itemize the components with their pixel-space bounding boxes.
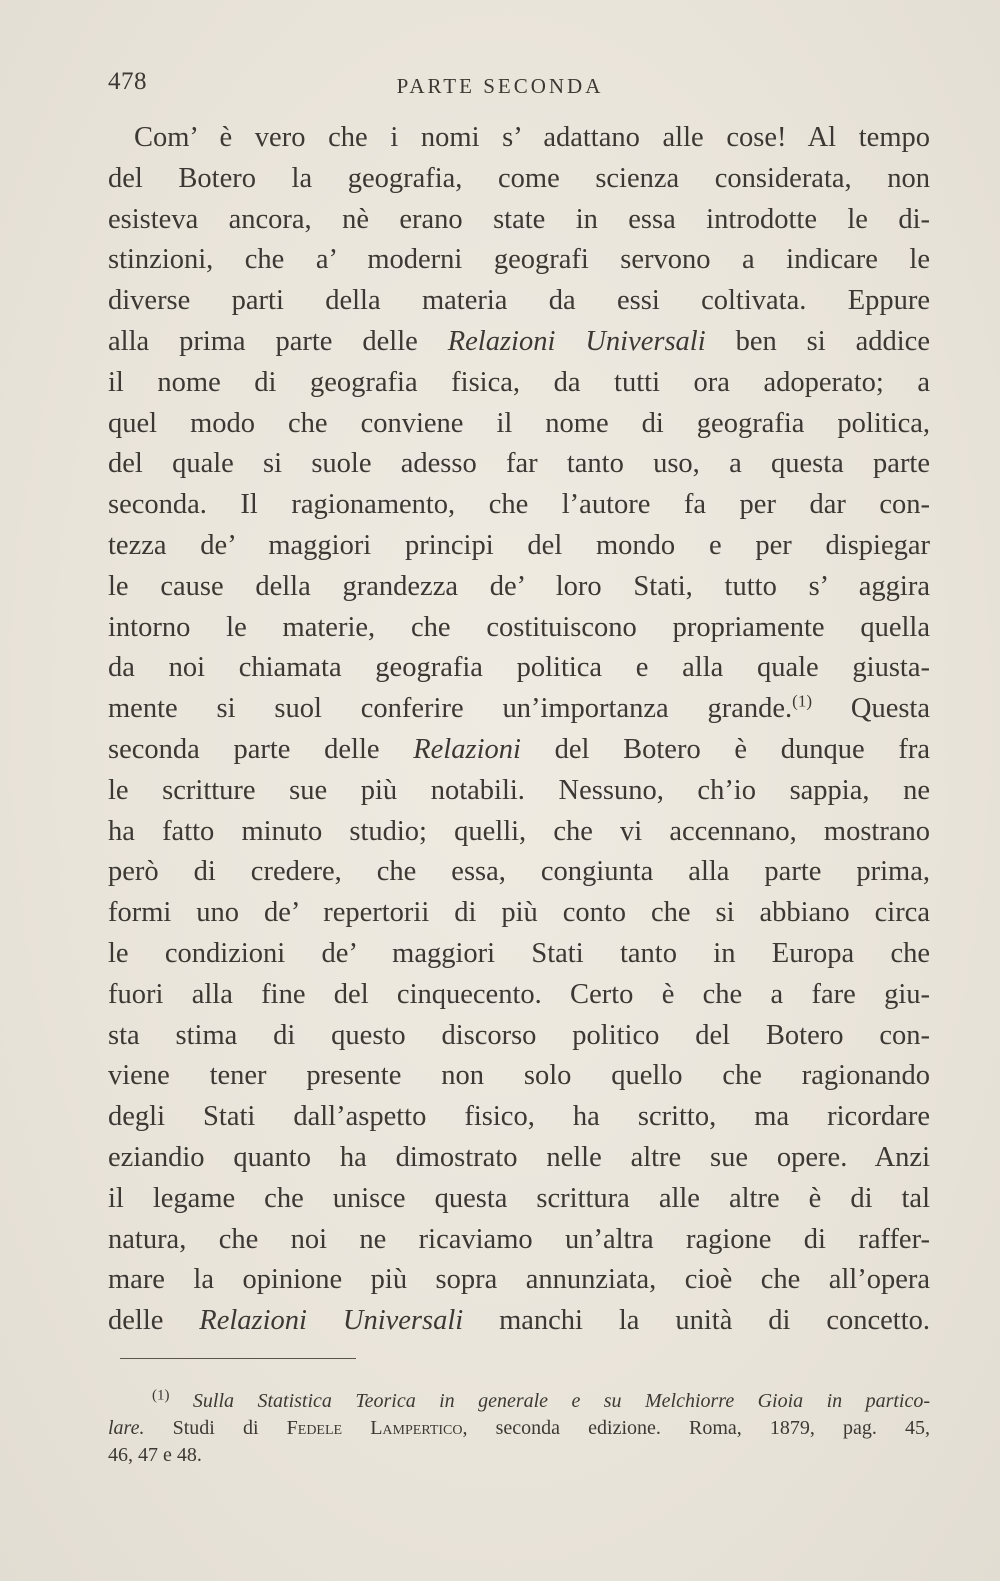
text-segment: formi uno de’ repertorii di più conto che si abbiano circa [108,897,930,929]
text-line [108,1097,930,1138]
text-segment: fuori alla fine del cinquecento. Certo è che a fare giu- [108,978,930,1010]
text-segment: eziandio quanto ha dimostrato nelle altre sue opere. Anzi [108,1141,930,1173]
text-segment: alla prima parte delle [108,325,448,357]
text-segment: stinzioni, che a’ moderni geografi servono a indicare le [108,244,930,276]
text-line [108,771,930,812]
text-segment: il legame che unisce questa scrittura alle altre è di tal [108,1182,930,1214]
text-segment: mare la opinione più sopra annunziata, cioè che all’opera [108,1264,930,1296]
text-line [108,118,930,159]
text-segment: tezza de’ maggiori principi del mondo e per dispiegar [108,529,930,561]
footnote-text: , seconda edizione. Roma, 1879, pag. 45, [462,1417,930,1439]
footnote-text: 46, 47 e 48. [108,1444,202,1466]
footnote-line [108,1415,930,1442]
text-segment: delle [108,1305,200,1337]
text-segment: manchi la unità di concetto. [463,1305,930,1337]
text-line [108,200,930,241]
italic-title: Relazioni [413,733,521,765]
text-line [108,893,930,934]
text-line [108,852,930,893]
text-segment: del Botero è dunque fra [520,733,930,765]
footnote-reference: (1) [792,691,812,711]
text-segment: Questa [812,693,930,725]
footnote-divider [120,1358,356,1359]
text-segment: diverse parti della materia da essi coltivata. Eppure [108,285,930,317]
text-line [108,1220,930,1261]
text-segment: il nome di geografia fisica, da tutti ora adoperato; a [108,366,930,398]
text-line [108,648,930,689]
text-line [108,608,930,649]
text-segment: seconda parte delle [108,733,414,765]
text-line [108,444,930,485]
text-segment: degli Stati dall’aspetto fisico, ha scritto, ma ricordare [108,1101,930,1133]
text-line [108,812,930,853]
text-segment: le condizioni de’ maggiori Stati tanto in Europa che [108,937,930,969]
text-line [108,689,930,730]
text-line [108,526,930,567]
footnote-author-first: Fedele [286,1417,343,1439]
text-segment: esisteva ancora, nè erano state in essa introdotte le di- [108,203,930,235]
text-segment: ha fatto minuto studio; quelli, che vi accennano, mostrano [108,815,930,847]
text-segment: sta stima di questo discorso politico del Botero con- [108,1019,930,1051]
text-line [108,363,930,404]
text-segment: le cause della grandezza de’ loro Stati, tutto s’ aggira [108,570,930,602]
text-line [108,404,930,445]
footnote-marker: (1) [152,1388,170,1404]
footnote-title: Sulla Statistica Teorica in generale e su Melchiorre Gioia in partico- [192,1390,930,1412]
text-segment: da noi chiamata geografia politica e alla quale giusta- [108,652,930,684]
italic-title: Relazioni Universali [199,1305,464,1337]
text-segment: mente si suol conferire un’importanza grande. [108,693,793,725]
text-line [108,1301,930,1342]
running-head: PARTE SECONDA [396,74,604,98]
text-line [108,281,930,322]
footnote-space [342,1417,370,1439]
text-line [108,730,930,771]
text-segment: quel modo che conviene il nome di geografia politica, [108,407,930,439]
text-line [108,485,930,526]
text-segment: Com’ è vero che i nomi s’ adattano alle cose! Al tempo [134,122,930,153]
text-segment: del quale si suole adesso far tanto uso, a questa parte [108,448,930,480]
text-segment: seconda. Il ragionamento, che l’autore fa per dar con- [108,489,930,521]
text-line [108,1138,930,1179]
footnote-author-last: Lampertico [370,1417,463,1439]
footnote-title-end: lare. [108,1417,145,1439]
page-number: 478 [108,68,147,95]
text-line [108,322,930,363]
text-line [108,240,930,281]
text-segment: del Botero la geografia, come scienza considerata, non [108,162,930,194]
text-line [108,1056,930,1097]
text-line [108,934,930,975]
text-line [108,975,930,1016]
text-line [108,1179,930,1220]
text-segment: natura, che noi ne ricaviamo un’altra ragione di raffer- [108,1223,930,1255]
body-text [108,118,930,1342]
text-segment: ben si addice [705,325,930,357]
text-line [108,159,930,200]
text-line [108,1016,930,1057]
text-line [108,1260,930,1301]
footnote [108,1388,930,1469]
italic-title: Relazioni Universali [447,325,706,357]
footnote-line [108,1388,930,1415]
text-line [108,567,930,608]
text-segment: le scritture sue più notabili. Nessuno, ch’io sappia, ne [108,774,930,806]
footnote-line [108,1442,930,1469]
footnote-text: Studi di [144,1417,287,1439]
text-segment: intorno le materie, che costituiscono propriamente quella [108,611,930,643]
text-segment: però di credere, che essa, congiunta alla parte prima, [108,856,930,888]
text-segment: viene tener presente non solo quello che ragionando [108,1060,930,1092]
